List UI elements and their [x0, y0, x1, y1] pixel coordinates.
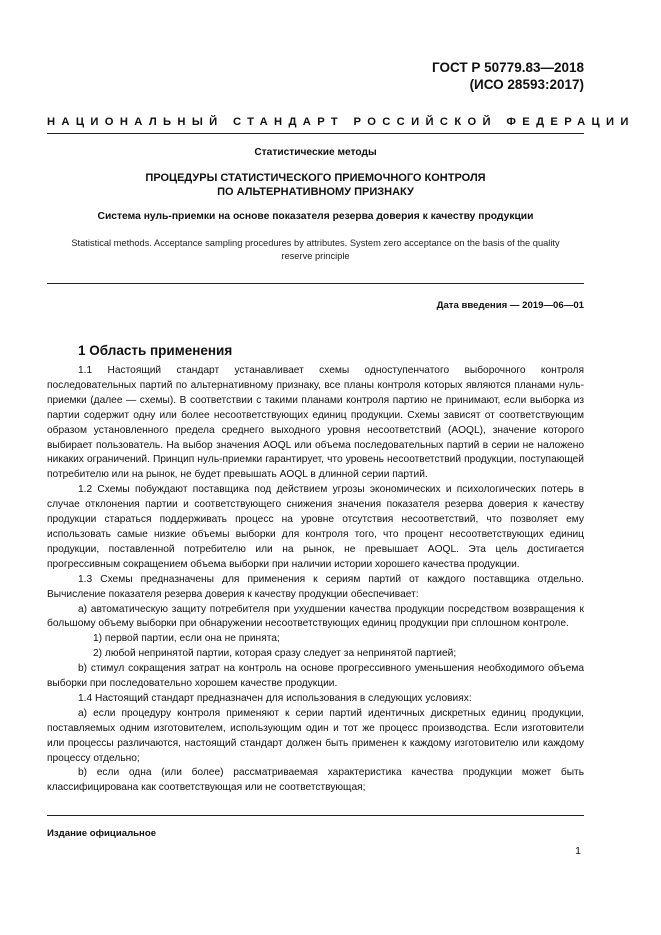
title-line-2: ПО АЛЬТЕРНАТИВНОМУ ПРИЗНАКУ — [217, 186, 414, 198]
paragraph-1-3: 1.3 Схемы предназначены для применения к сериям партий от каждого поставщика отдельно. Вычисление показателя резерва доверия к качеству продукции обеспечивает: — [47, 573, 584, 600]
paragraph-1-3-b: b) стимул сокращения затрат на контроль на основе прогрессивного уменьшения необходимого объема выборки при последовательно хорошем качестве продукции. — [47, 663, 584, 690]
middle-divider — [47, 283, 584, 284]
paragraph-1-1: 1.1 Настоящий стандарт устанавливает схемы одноступенчатого выборочного контроля последовательных партий по альтернативному признаку, все планы контроля которых являются планами нуль-приемки (далее — схемы). В соответствии с такими планами контроля партию не принимают, если выборка из партии содержит одну или более несоответствующих единиц продукции. Схемы зависят от соответствующим образом установленного предела среднего выходного уровня несоответствий (AOQL), значение которого выбирает пользователь. На выбор значения AOQL или объема последовательных партий в серии не наложено никаких ограничений. Принцип нуль-приемки гарантирует, что уровень несоответствий продукции, поступающей потребителю или на рынок, не будет превышать AOQL в длинной серии партий. — [47, 365, 584, 481]
english-title: Statistical methods. Acceptance sampling procedures by attributes. System zero acceptance on the basis of the quality reserve principle — [71, 238, 560, 261]
paragraph-1-3-a-1: 1) первой партии, если она не принята; — [93, 633, 280, 645]
document-title — [47, 171, 584, 199]
official-edition-label: Издание официальное — [47, 828, 157, 839]
body-text — [47, 364, 584, 796]
footer-divider — [47, 815, 584, 816]
page-number: 1 — [575, 845, 581, 857]
standard-code-block — [432, 59, 584, 93]
paragraph-1-4: 1.4 Настоящий стандарт предназначен для использования в следующих условиях: — [78, 692, 472, 704]
title-line-1: ПРОЦЕДУРЫ СТАТИСТИЧЕСКОГО ПРИЕМОЧНОГО КОНТРОЛЯ — [145, 172, 486, 184]
paragraph-1-3-a-2: 2) любой непринятой партии, которая сразу следует за непринятой партией; — [93, 648, 457, 660]
top-divider — [47, 133, 584, 134]
document-subtitle: Система нуль-приемки на основе показателя резерва доверия к качеству продукции — [97, 211, 534, 222]
category-label: Статистические методы — [254, 147, 377, 158]
paragraph-1-4-a: а) если процедуру контроля применяют к серии партий идентичных дискретных единиц продукции, поставляемых одним изготовителем, использующим один и тот же процесс производства. Если изготовители или процессы различаются, настоящий стандарт должен быть применен к каждому изготовителю или каждому процессу отдельно; — [47, 707, 584, 764]
national-standard-heading: НАЦИОНАЛЬНЫЙ СТАНДАРТ РОССИЙСКОЙ ФЕДЕРАЦИИ — [47, 116, 635, 128]
introduction-date: Дата введения — 2019—06—01 — [436, 300, 584, 311]
gost-code: ГОСТ Р 50779.83—2018 — [432, 60, 584, 75]
section-title: 1 Область применения — [78, 343, 233, 358]
paragraph-1-3-a: а) автоматическую защиту потребителя при ухудшении качества продукции посредством возвращения к большому объему выборки при обнаружении несоответствующих единиц продукции при сплошном контроле. — [47, 603, 584, 630]
iso-code: (ИСО 28593:2017) — [469, 77, 584, 92]
paragraph-1-2: 1.2 Схемы побуждают поставщика под действием угрозы экономических и психологических потерь в случае отклонения партии и соответствующего снижения значения показателя резерва доверия к качеству продукции стараться поддерживать процесс на уровне отсутствия несоответствий, что позволяет ему использовать самые низкие объемы выборки для контроля того, что процент несоответствующих единиц продукции, поставленной потребителю или на рынок, не превышает AOQL. Эта цель достигается прогрессивным сокращением объема выборки при наличии истории хорошего качества продукции. — [47, 484, 584, 570]
paragraph-1-4-b: b) если одна (или более) рассматриваемая характеристика качества продукции может быть классифицирована как соответствующая или не соответствующая; — [47, 767, 585, 794]
